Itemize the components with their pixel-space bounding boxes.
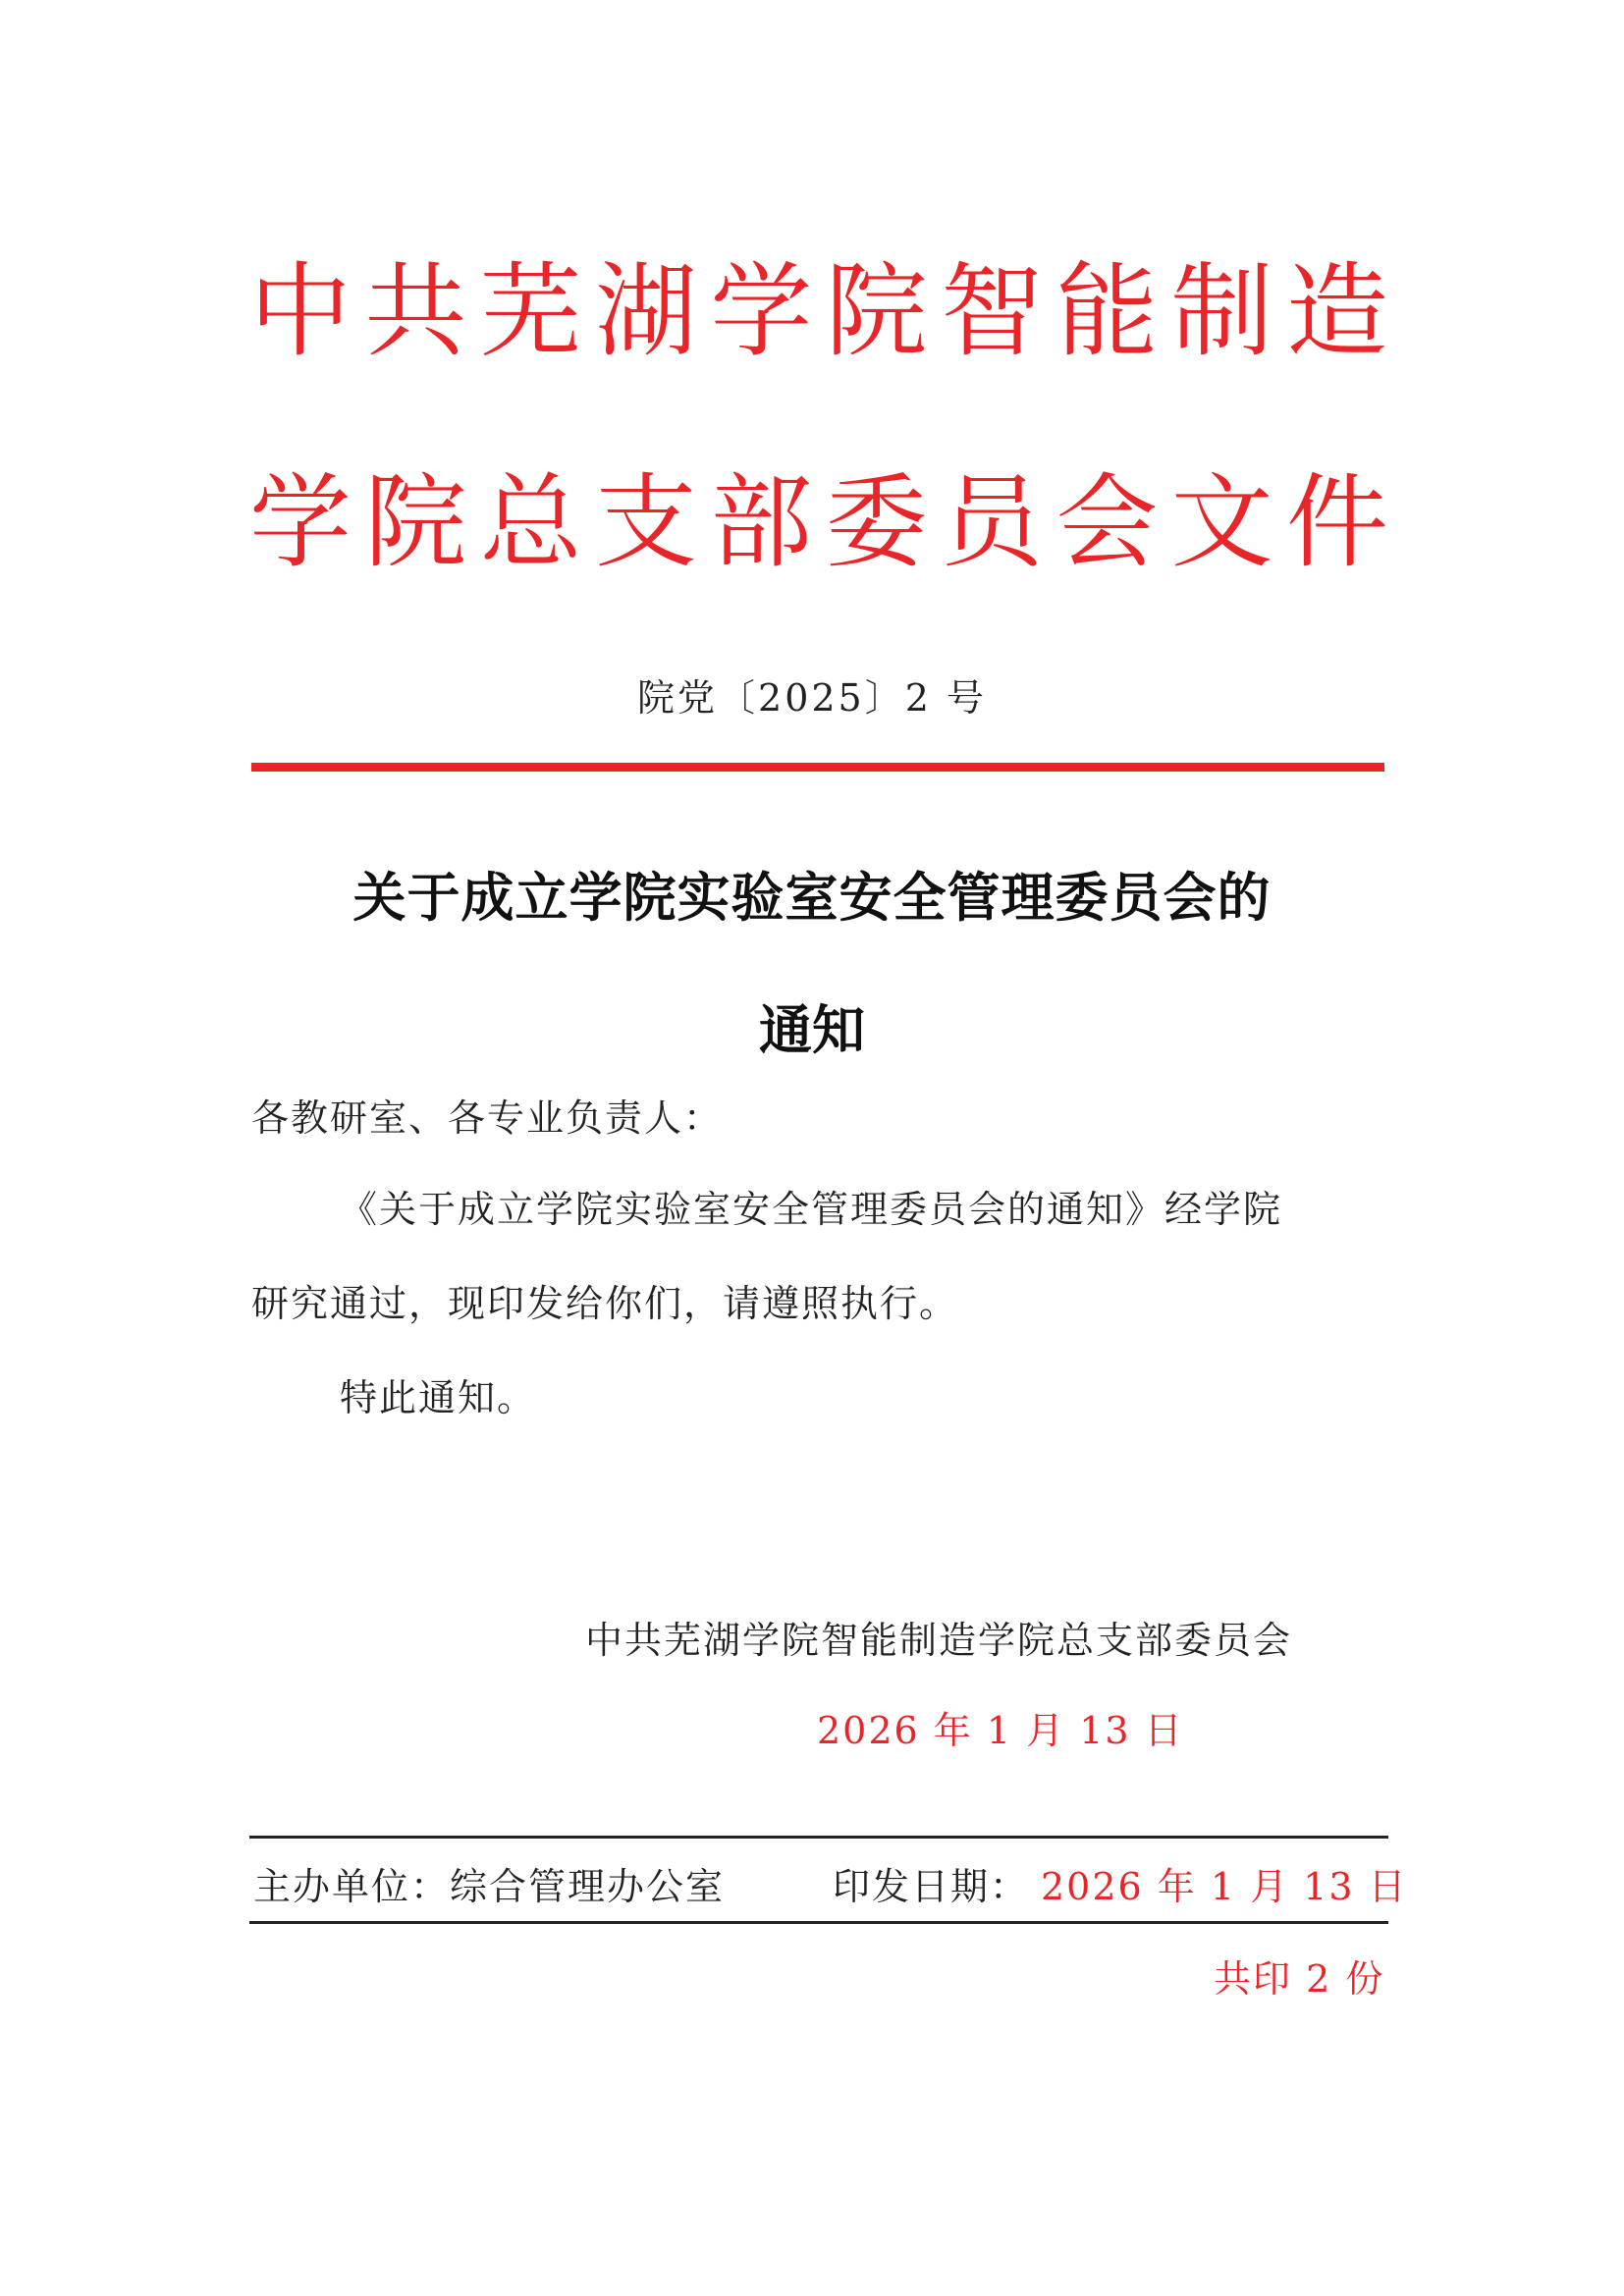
body-paragraph-line-1: 《关于成立学院实验室安全管理委员会的通知》经学院 bbox=[340, 1188, 1283, 1231]
footer-top-rule bbox=[249, 1836, 1388, 1839]
footer-issuing-unit: 主办单位：综合管理办公室 bbox=[253, 1865, 726, 1908]
footer-bottom-rule bbox=[249, 1921, 1388, 1924]
footer-issue-date-value: 2026 年 1 月 13 日 bbox=[1041, 1865, 1408, 1908]
footer-issue-date-label: 印发日期： bbox=[833, 1865, 1030, 1908]
closing-remark: 特此通知。 bbox=[340, 1376, 537, 1419]
copies-count: 共印 2 份 bbox=[1214, 1957, 1385, 2001]
masthead-title-line-1: 中共芜湖学院智能制造 bbox=[249, 251, 1388, 371]
document-title-line-1: 关于成立学院实验室安全管理委员会的 bbox=[352, 867, 1272, 929]
signature-organization: 中共芜湖学院智能制造学院总支部委员会 bbox=[585, 1619, 1293, 1662]
masthead-title-line-2: 学院总支部委员会文件 bbox=[249, 462, 1388, 582]
document-title-line-2: 通知 bbox=[759, 999, 865, 1061]
signature-date: 2026 年 1 月 13 日 bbox=[817, 1709, 1184, 1752]
body-paragraph-line-2: 研究通过，现印发给你们，请遵照执行。 bbox=[251, 1282, 959, 1325]
red-separator-rule bbox=[251, 763, 1384, 772]
salutation: 各教研室、各专业负责人： bbox=[251, 1096, 724, 1140]
document-number: 院党〔2025〕2 号 bbox=[637, 676, 987, 720]
